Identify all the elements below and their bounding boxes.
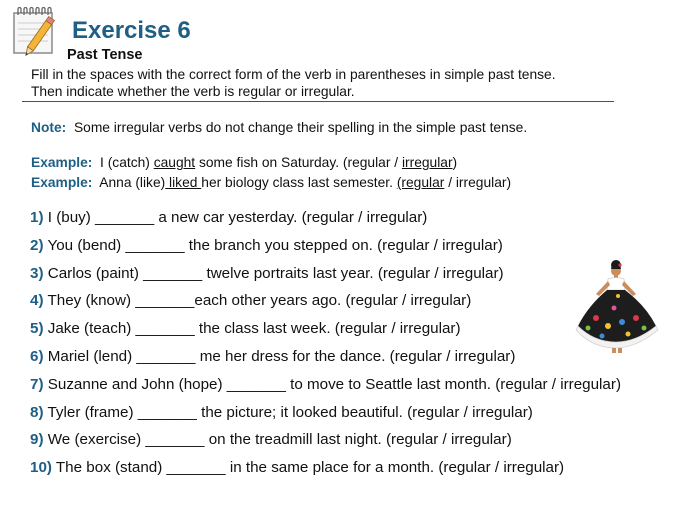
question-text: Suzanne and John (hope) _______ to move to Seattle last month. (regular / irregular) bbox=[47, 375, 621, 393]
example-answer: caught bbox=[153, 155, 196, 170]
question-text: They (know) _______each other years ago. (regular / irregular) bbox=[47, 292, 472, 310]
question-number: 8) bbox=[30, 403, 44, 421]
example-choice: (regular bbox=[396, 175, 445, 190]
instructions bbox=[31, 66, 631, 100]
example-text: her biology class last semester. bbox=[201, 175, 397, 190]
question-number: 10) bbox=[30, 459, 52, 477]
page-title: Exercise 6 bbox=[72, 17, 191, 44]
example-choice: irregular bbox=[401, 155, 453, 170]
example-text: some fish on Saturday. (regular / bbox=[195, 155, 402, 170]
note-label: Note: bbox=[31, 120, 67, 135]
question-item bbox=[30, 343, 621, 371]
question-number: 9) bbox=[30, 431, 44, 449]
question-item bbox=[30, 454, 621, 482]
example-text: / irregular) bbox=[444, 175, 512, 190]
example-label: Example: bbox=[31, 155, 93, 170]
question-item bbox=[30, 399, 621, 427]
question-text: We (exercise) _______ on the treadmill last night. (regular / irregular) bbox=[47, 431, 512, 449]
question-number: 6) bbox=[30, 347, 44, 365]
question-item bbox=[30, 232, 621, 260]
instructions-line-2: Then indicate whether the verb is regular or irregular. bbox=[31, 84, 355, 99]
question-number: 7) bbox=[30, 375, 44, 393]
question-item bbox=[30, 287, 621, 315]
question-item bbox=[30, 315, 621, 343]
question-text: The box (stand) _______ in the same place for a month. (regular / irregular) bbox=[55, 459, 565, 477]
question-text: You (bend) _______ the branch you stepped on. (regular / irregular) bbox=[47, 236, 503, 254]
example-line bbox=[31, 173, 511, 193]
question-text: Mariel (lend) _______ me her dress for the dance. (regular / irregular) bbox=[47, 347, 516, 365]
example-text: ) bbox=[452, 155, 458, 170]
example-text: I (catch) bbox=[100, 155, 154, 170]
question-number: 5) bbox=[30, 320, 44, 338]
question-number: 4) bbox=[30, 292, 44, 310]
question-item bbox=[30, 426, 621, 454]
question-text: Tyler (frame) _______ the picture; it looked beautiful. (regular / irregular) bbox=[47, 403, 533, 421]
question-number: 2) bbox=[30, 236, 44, 254]
question-text: Carlos (paint) _______ twelve portraits last year. (regular / irregular) bbox=[47, 264, 504, 282]
question-item bbox=[30, 371, 621, 399]
question-number: 3) bbox=[30, 264, 44, 282]
notepad-pencil-icon bbox=[10, 6, 66, 56]
question-text: Jake (teach) _______ the class last week. (regular / irregular) bbox=[47, 320, 461, 338]
example-answer: liked bbox=[165, 175, 202, 190]
example-text: Anna (like) bbox=[99, 175, 166, 190]
example-label: Example: bbox=[31, 175, 93, 190]
note bbox=[31, 119, 527, 136]
dancer-illustration bbox=[574, 256, 664, 356]
example-line bbox=[31, 153, 511, 173]
question-list bbox=[30, 204, 621, 482]
page-subtitle: Past Tense bbox=[67, 47, 143, 63]
note-text: Some irregular verbs do not change their spelling in the simple past tense. bbox=[73, 120, 528, 135]
header-divider bbox=[22, 101, 614, 102]
question-text: I (buy) _______ a new car yesterday. (regular / irregular) bbox=[47, 209, 428, 226]
question-number: 1) bbox=[30, 209, 44, 226]
question-item bbox=[30, 260, 621, 288]
examples bbox=[31, 153, 511, 193]
question-item bbox=[30, 204, 621, 232]
instructions-line-1: Fill in the spaces with the correct form of the verb in parentheses in simple past tense. bbox=[31, 67, 556, 82]
